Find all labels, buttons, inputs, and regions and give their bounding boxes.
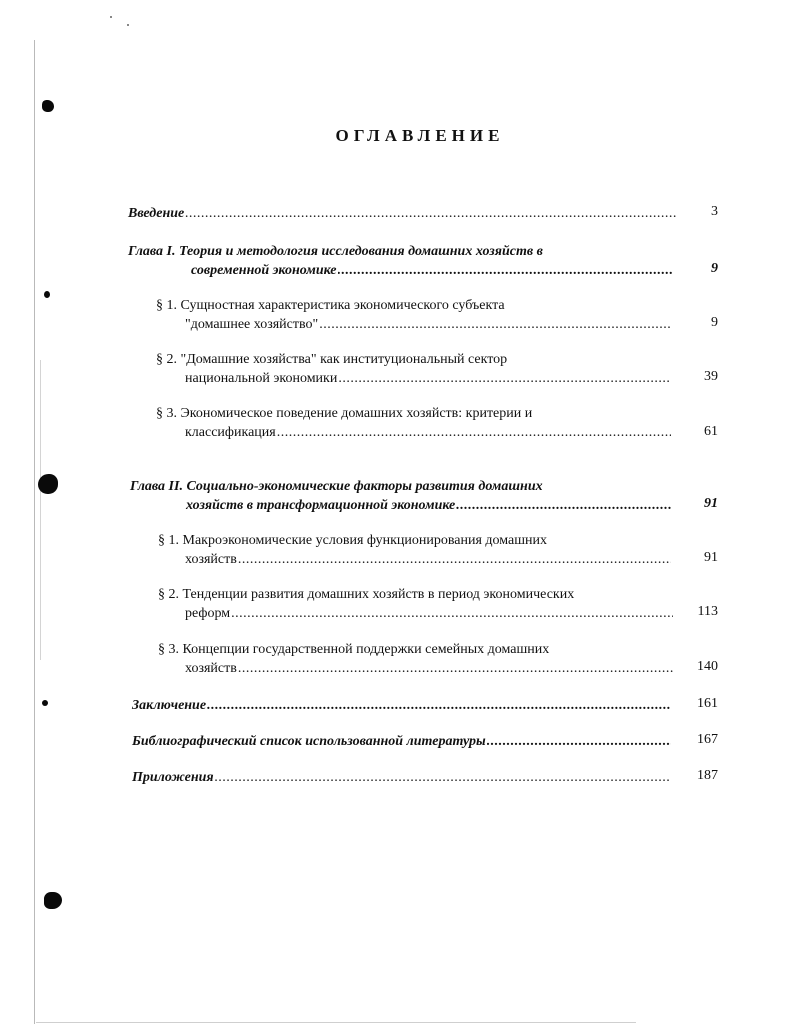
dot-leader	[487, 732, 671, 751]
section-title-line1: § 1. Макроэкономические условия функционирования домашних	[158, 533, 548, 548]
ink-blot	[44, 291, 50, 298]
ink-blot	[44, 892, 62, 909]
dot-leader	[277, 423, 671, 442]
section-title-line1: § 3. Экономическое поведение домашних хозяйств: критерии и	[156, 406, 533, 421]
toc-entry-label: Введение	[128, 206, 185, 221]
dot-leader	[338, 261, 672, 280]
dot-leader	[231, 604, 673, 623]
toc-entry-intro	[128, 204, 678, 223]
page-number: 9	[711, 315, 718, 330]
toc-entry-appendix	[132, 768, 672, 787]
toc-entry-label: Заключение	[132, 698, 207, 713]
page-number: 61	[704, 424, 718, 439]
toc-chapter-1	[128, 242, 673, 280]
toc-section	[158, 585, 674, 623]
page-number: 167	[697, 732, 718, 747]
toc-section	[158, 640, 674, 678]
toc-section	[158, 531, 672, 569]
ink-blot	[38, 474, 58, 494]
dot-leader	[456, 496, 671, 515]
dot-leader	[215, 768, 671, 787]
dot-leader	[238, 659, 673, 678]
section-title-line1: § 2. Тенденции развития домашних хозяйств в период экономических	[158, 587, 575, 602]
ink-blot	[42, 700, 48, 706]
scan-edge-line	[34, 40, 35, 1024]
chapter-title-line1: Глава II. Социально-экономические факторы развития домашних	[130, 479, 543, 494]
section-title-line2: хозяйств	[185, 661, 237, 676]
chapter-title-line2: хозяйств в трансформационной экономике	[186, 498, 456, 513]
toc-entry-bibliography	[132, 732, 672, 751]
dot-leader	[238, 550, 671, 569]
section-title-line2: национальной экономики	[185, 371, 338, 386]
page-number: 9	[711, 261, 718, 276]
page-number: 3	[711, 204, 718, 219]
page-number: 161	[697, 696, 718, 711]
page-number: 39	[704, 369, 718, 384]
dot-leader	[319, 315, 671, 334]
section-title-line1: § 1. Сущностная характеристика экономического субъекта	[156, 298, 505, 313]
scan-speck	[127, 24, 129, 26]
section-title-line1: § 3. Концепции государственной поддержки семейных домашних	[158, 642, 550, 657]
toc-entry-label: Приложения	[132, 770, 214, 785]
section-title-line2: хозяйств	[185, 552, 237, 567]
page-number: 91	[704, 550, 718, 565]
chapter-title-line2: современной экономике	[191, 263, 337, 278]
scan-bottom-line	[36, 1022, 636, 1023]
toc-entry-conclusion	[132, 696, 672, 715]
dot-leader	[338, 369, 671, 388]
toc-section	[156, 296, 672, 334]
scan-edge-line	[40, 360, 41, 660]
page-number: 113	[697, 604, 718, 619]
chapter-title-line1: Глава I. Теория и методология исследования домашних хозяйств в	[128, 244, 543, 259]
section-title-line2: реформ	[185, 606, 231, 621]
ink-blot	[42, 100, 54, 112]
section-title-line1: § 2. "Домашние хозяйства" как институциональный сектор	[156, 352, 508, 367]
page-number: 91	[704, 496, 718, 511]
page-number: 140	[697, 659, 718, 674]
page-number: 187	[697, 768, 718, 783]
section-title-line2: классификация	[185, 425, 276, 440]
toc-section	[156, 404, 672, 442]
toc-chapter-2	[130, 477, 672, 515]
toc-section	[156, 350, 672, 388]
toc-entry-label: Библиографический список использованной литературы	[132, 734, 486, 749]
page-title: ОГЛАВЛЕНИЕ	[335, 126, 505, 145]
dot-leader	[207, 696, 671, 715]
dot-leader	[185, 204, 677, 223]
scan-speck	[110, 16, 112, 18]
section-title-line2: "домашнее хозяйство"	[185, 317, 319, 332]
